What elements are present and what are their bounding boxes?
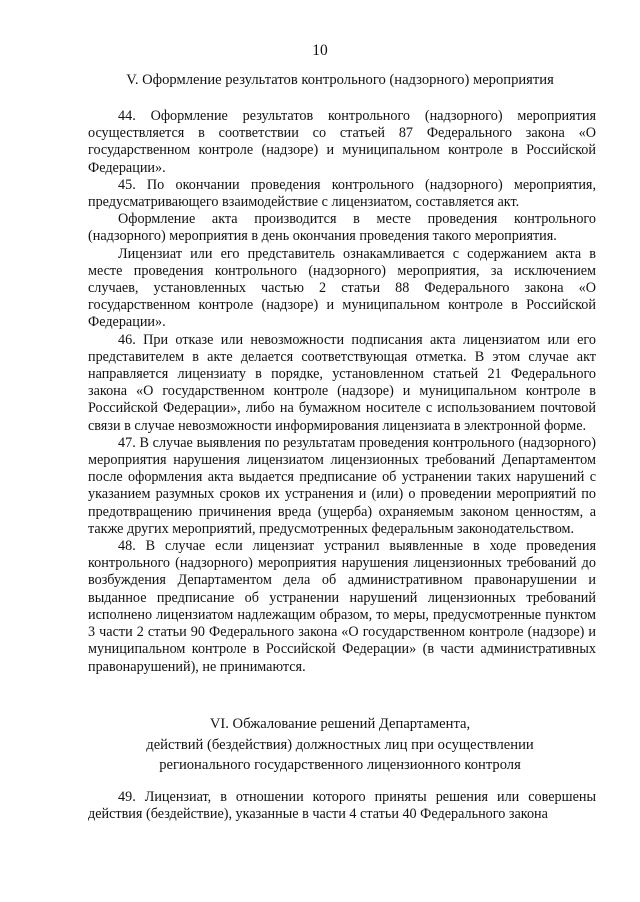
section-6-heading-line-1: VI. Обжалование решений Департамента, — [209, 716, 471, 732]
paragraph-licensee-review: Лицензиат или его представитель ознакамливается с содержанием акта в месте проведения контрольного (надзорного) мероприятия, за исключением случаев, установленных частью 2 статьи 88 Федерального закона «О государственном контроле (надзоре) и муниципальном контроле в Российской Федерации». — [88, 245, 596, 331]
section-6-heading-line-3: регионального государственного лицензионного контроля — [159, 757, 521, 773]
paragraph-45: 45. По окончании проведения контрольного (надзорного) мероприятия, предусматривающего взаимодействие с лицензиатом, составляется акт. — [88, 176, 596, 211]
paragraph-act-place: Оформление акта производится в месте проведения контрольного (надзорного) мероприятия в день окончания проведения такого мероприятия. — [88, 211, 596, 245]
paragraph-47: 47. В случае выявления по результатам проведения контрольного (надзорного) мероприятия нарушения лицензиатом лицензионных требований Департаментом после оформления акта выдается предписание об устранении таких нарушений с указанием разумных сроков их устранения и (или) о проведении мероприятий по предотвращению причинения вреда (ущерба) охраняемым законом ценностям, а также других мероприятий, предусмотренных федеральным законодательством. — [88, 434, 596, 537]
section-6-body — [88, 789, 596, 823]
section-6-heading-line-2: действий (бездействия) должностных лиц при осуществлении — [146, 736, 534, 753]
page-number: 10 — [312, 42, 328, 59]
paragraph-48: 48. В случае если лицензиат устранил выявленные в ходе проведения контрольного (надзорного) мероприятия нарушения лицензионных требований до возбуждения Департаментом дела об административном правонарушении и выданное предписание об устранении нарушений лицензионных требований исполнено лицензиатом надлежащим образом, то меры, предусмотренные пунктом 3 части 2 статьи 90 Федерального закона «О государственном контроле (надзоре) и муниципальном контроле в Российской Федерации» (в части административных правонарушений), не принимаются. — [88, 538, 596, 675]
paragraph-46: 46. При отказе или невозможности подписания акта лицензиатом или его представителем в акте делается соответствующая отметка. В этом случае акт направляется лицензиату в порядке, установленном статьей 21 Федерального закона «О государственном контроле (надзоре) и муниципальном контроле в Российской Федерации», либо на бумажном носителе с использованием почтовой связи в случае невозможности информирования лицензиата в электронной форме. — [88, 331, 596, 434]
paragraph-49: 49. Лицензиат, в отношении которого приняты решения или совершены действия (бездействие), указанные в части 4 статьи 40 Федерального закона — [88, 789, 596, 823]
section-5-body — [88, 108, 596, 676]
paragraph-44: 44. Оформление результатов контрольного (надзорного) мероприятия осуществляется в соответствии со статьей 87 Федерального закона «О государственном контроле (надзоре) и муниципальном контроле в Российской Федерации». — [88, 108, 596, 176]
section-6-heading — [60, 714, 620, 776]
section-5-heading: V. Оформление результатов контрольного (надзорного) мероприятия — [126, 72, 554, 88]
